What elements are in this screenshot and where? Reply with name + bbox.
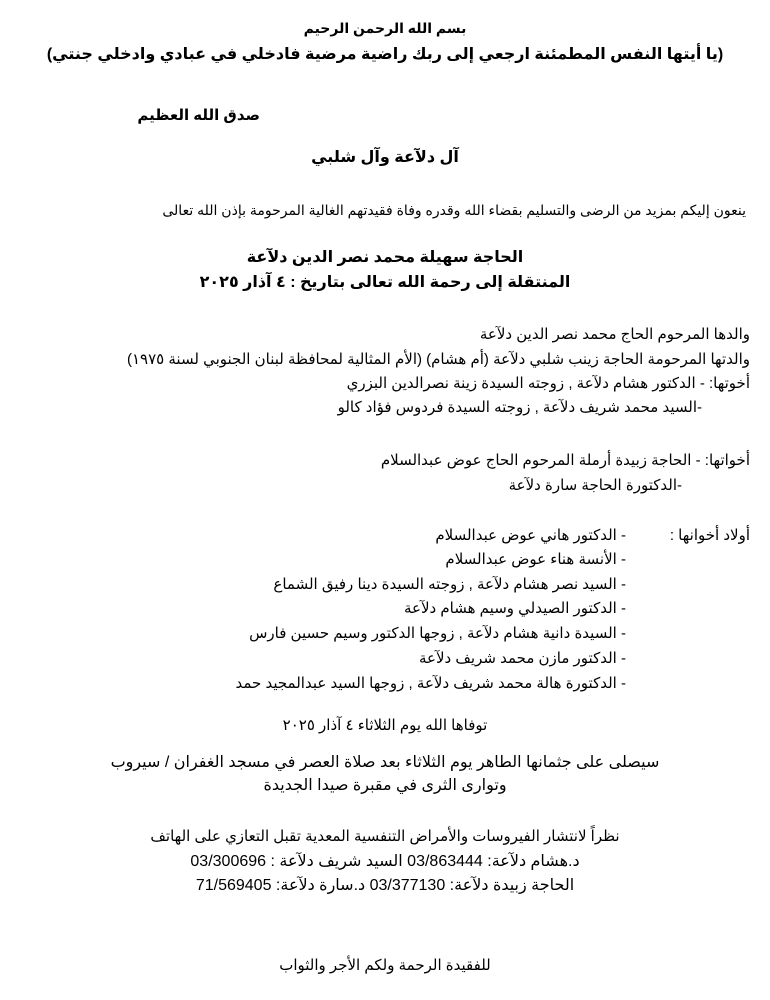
children-item: - السيدة دانية هشام دلآعة , زوجها الدكتور وسيم حسين فارس xyxy=(249,625,626,642)
deceased-date: المنتقلة إلى رحمة الله تعالى بتاريخ : ٤ آذار ٢٠٢٥ xyxy=(199,274,571,291)
brothers-line-1: أخوتها: - الدكتور هشام دلآعة , زوجته السيدة زينة نصرالدين البزري xyxy=(346,375,750,392)
basmala: بسم الله الرحمن الرحيم xyxy=(303,20,467,36)
sadaq-line: صدق الله العظيم xyxy=(137,107,260,124)
announcement: ينعون إليكم بمزيد من الرضى والتسليم بقضاء الله وقدره وفاة فقيدتهم الغالية المرحومة بإذن الله تعالى xyxy=(162,202,746,218)
death-date-line: توفاها الله يوم الثلاثاء ٤ آذار ٢٠٢٥ xyxy=(282,717,488,734)
family-names: آل دلآعة وآل شلبي xyxy=(311,149,459,166)
children-item: - الدكتور الصيدلي وسيم هشام دلآعة xyxy=(403,600,626,617)
children-item: - الدكتور مازن محمد شريف دلآعة xyxy=(418,650,626,667)
children-item: - السيد نصر هشام دلآعة , زوجته السيدة دينا رفيق الشماع xyxy=(273,576,626,593)
sisters-line-1: أخواتها: - الحاجة زبيدة أرملة المرحوم الحاج عوض عبدالسلام xyxy=(380,452,750,469)
children-label: أولاد أخوانها : xyxy=(669,527,750,544)
children-item: - الدكتور هاني عوض عبدالسلام xyxy=(435,527,626,544)
father-line: والدها المرحوم الحاج محمد نصر الدين دلآعة xyxy=(479,326,750,343)
children-item: - الأنسة هناء عوض عبدالسلام xyxy=(445,551,626,568)
deceased-name: الحاجة سهيلة محمد نصر الدين دلآعة xyxy=(246,249,524,266)
phones-line-1: د.هشام دلآعة: 03/863444 السيد شريف دلآعة : 03/300696 xyxy=(190,853,580,870)
burial-line: وتوارى الثرى في مقبرة صيدا الجديدة xyxy=(263,777,507,794)
brothers-line-2: -السيد محمد شريف دلآعة , زوجته السيدة فردوس فؤاد كالو xyxy=(337,399,702,416)
condolence-notice: نظراً لانتشار الفيروسات والأمراض التنفسية المعدية تقبل التعازي على الهاتف xyxy=(150,828,620,845)
closing-line: للفقيدة الرحمة ولكم الأجر والثواب xyxy=(279,957,491,974)
sisters-line-2: -الدكتورة الحاجة سارة دلآعة xyxy=(508,477,682,494)
phones-line-2: الحاجة زبيدة دلآعة: 03/377130 د.سارة دلآعة: 71/569405 xyxy=(195,877,575,894)
prayer-line: سيصلى على جثمانها الطاهر يوم الثلاثاء بعد صلاة العصر في مسجد الغفران / سيروب xyxy=(110,754,660,771)
quran-verse: (يا أيتها النفس المطمئنة ارجعي إلى ربك راضية مرضية فادخلي في عبادي وادخلي جنتي) xyxy=(46,46,724,63)
mother-line: والدتها المرحومة الحاجة زينب شلبي دلآعة (أم هشام) (الأم المثالية لمحافظة لبنان الجنوبي لسنة ١٩٧٥) xyxy=(126,351,750,368)
children-item: - الدكتورة هالة محمد شريف دلآعة , زوجها السيد عبدالمجيد حمد xyxy=(235,675,626,692)
